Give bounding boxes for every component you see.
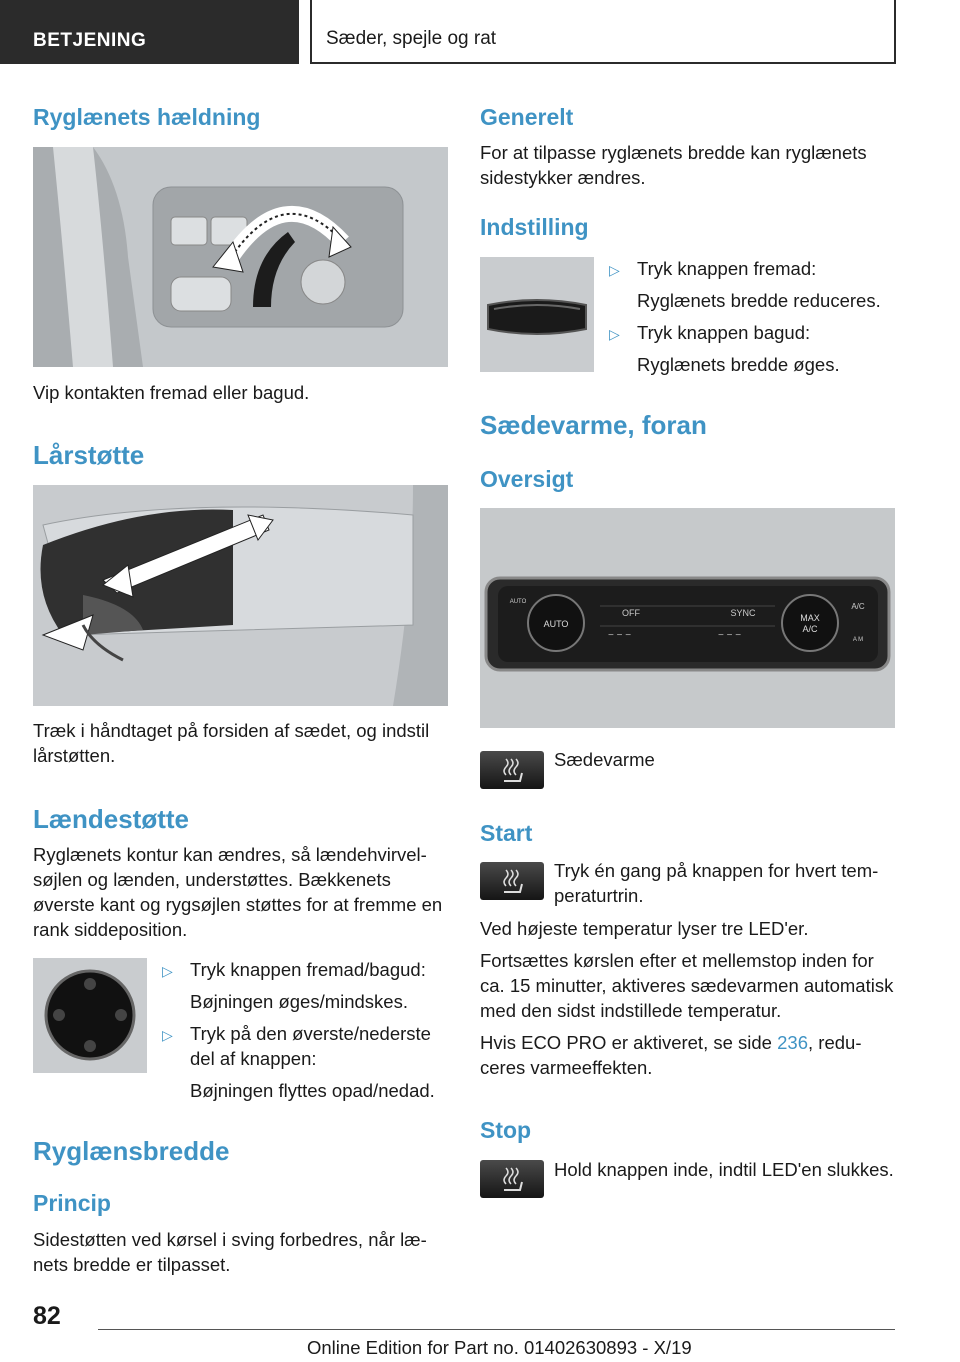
start-paragraph-3: Hvis ECO PRO er aktiveret, se side 236, reduceres varmeeffekten. — [480, 1032, 862, 1078]
stop-text: Hold knappen inde, indtil LED'en slukkes. — [554, 1159, 894, 1180]
footer-edition: Online Edition for Part no. 01402630893 - X/19 — [307, 1337, 692, 1358]
seat-heat-glyph-icon — [480, 751, 544, 789]
backrest-width-button-image — [480, 257, 594, 372]
thigh-support-caption: Træk i håndtaget på forsiden af sædet, og indstil lårstøtten. — [33, 720, 430, 766]
backrest-width-heading: Ryglænsbredde — [33, 1136, 230, 1166]
start-paragraph-1: Ved højeste temperatur lyser tre LED'er. — [480, 918, 809, 939]
page-number: 82 — [33, 1302, 61, 1330]
overview-heading: Oversigt — [480, 466, 574, 492]
setting-bullet-2: ▷ Tryk knappen bagud: Ryglænets bredde øges. — [609, 322, 840, 375]
thigh-support-photo — [33, 485, 448, 706]
lumbar-heading: Lændestøtte — [33, 804, 189, 834]
thigh-support-heading: Lårstøtte — [33, 440, 145, 470]
seat-heating-heading: Sædevarme, foran — [480, 410, 707, 440]
page-ref-link[interactable]: 236 — [777, 1032, 808, 1053]
bullet-triangle-icon: ▷ — [162, 1027, 173, 1043]
panel-max-ac-label: A/C — [802, 624, 818, 634]
panel-auto-label: AUTO — [543, 619, 569, 629]
header-chapter: Sæder, spejle og rat — [326, 28, 497, 49]
svg-text:− − −: − − − — [608, 630, 632, 641]
lumbar-intro: Ryglænets kontur kan ændres, så lændehvirvelsøjlen og lænden, understøttes. Bækkenets øverste kant og rygsøjlen støttes for at fremme en rank siddeposition. — [33, 844, 443, 940]
seat-heat-glyph-icon — [480, 862, 544, 900]
backrest-tilt-heading: Ryglænets hældning — [33, 104, 261, 130]
stop-heading: Stop — [480, 1117, 532, 1143]
seat-heating-stop-icon — [480, 1160, 544, 1198]
header-section: BETJENING — [33, 30, 147, 51]
climate-panel-photo — [480, 508, 895, 728]
panel-auto-small-label: AUTO — [509, 599, 527, 605]
panel-off-label: OFF — [622, 608, 640, 618]
svg-text:− − −: − − − — [718, 630, 742, 641]
principle-text: Sidestøtten ved kørsel i sving forbedres, når lænets bredde er tilpasset. — [33, 1229, 427, 1275]
lumbar-button-image — [33, 958, 147, 1073]
general-text: For at tilpasse ryglænets bredde kan ryglænets sidestykker ændres. — [480, 142, 867, 188]
panel-sync-label: SYNC — [730, 608, 756, 618]
lumbar-bullet-1: ▷ Tryk knappen fremad/bagud: Bøjningen øges/mindskes. — [162, 959, 426, 1012]
setting-bullets — [609, 256, 895, 377]
panel-am-label: A M — [852, 637, 864, 643]
panel-max-label: MAX — [800, 613, 820, 623]
lumbar-bullets — [162, 957, 448, 1103]
backrest-tilt-photo — [33, 147, 448, 367]
bullet-triangle-icon: ▷ — [609, 326, 620, 342]
seat-heating-icon-label: Sædevarme — [554, 749, 655, 770]
general-heading: Generelt — [480, 104, 574, 130]
seat-heating-start-icon — [480, 862, 544, 900]
panel-ac-label: A/C — [851, 602, 865, 611]
seat-heat-glyph-icon — [480, 1160, 544, 1198]
header-chapter-tab — [310, 0, 896, 64]
header-section-tab — [0, 0, 299, 64]
start-text: Tryk én gang på knappen for hvert temperaturtrin. — [554, 860, 879, 906]
seat-heating-icon — [480, 751, 544, 789]
setting-heading: Indstilling — [480, 214, 589, 240]
bullet-triangle-icon: ▷ — [162, 963, 173, 979]
start-paragraph-2: Fortsættes kørslen efter et mellemstop inden for ca. 15 minutter, aktiveres sædevarmen automatisk med den sidst indstillede temperatur. — [480, 950, 894, 1021]
start-heading: Start — [480, 820, 533, 846]
bullet-triangle-icon: ▷ — [609, 262, 620, 278]
principle-heading: Princip — [33, 1190, 111, 1216]
footer-divider — [98, 1329, 895, 1330]
lumbar-bullet-2: ▷ Tryk på den øverste/nederste del af knappen: Bøjningen flyttes opad/nedad. — [162, 1023, 435, 1101]
backrest-tilt-caption: Vip kontakten fremad eller bagud. — [33, 382, 310, 403]
setting-bullet-1: ▷ Tryk knappen fremad: Ryglænets bredde reduceres. — [609, 258, 881, 311]
